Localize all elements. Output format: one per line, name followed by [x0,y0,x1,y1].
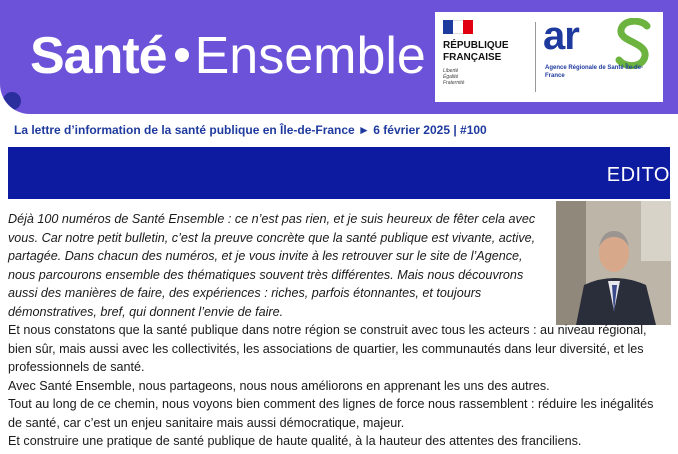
republique-motto: Liberté Égalité Fraternité [443,68,465,86]
logo-separator [535,22,536,92]
article-paragraph: Et nous constatons que la santé publique dans notre région se construit avec tous les acteurs : au niveau régional, bien sûr, mais aussi avec les collectivités, les associations de quartier, les communautés dans leur diversité, et les professionnels de santé. [8,323,647,374]
republique-francaise-logo [443,20,533,86]
article-paragraph: Avec Santé Ensemble, nous partageons, nous nous améliorons en apprenant les uns des autres. [8,378,550,393]
ars-s-icon [613,18,653,70]
ars-wordmark: ar [543,14,579,58]
edito-article [8,210,670,451]
brand-name-part2: Ensemble [194,27,426,85]
brand-name-part1: Santé [30,27,167,85]
newsletter-subtitle: La lettre d’information de la santé publique en Île-de-France ► 6 février 2025 | #100 [14,123,487,137]
brand-logo [30,26,426,86]
decorative-dot [3,92,21,110]
republique-name: RÉPUBLIQUE FRANÇAISE [443,40,509,63]
ars-logo [541,14,661,100]
article-paragraph: Et construire une pratique de santé publique de haute qualité, à la hauteur des attentes des franciliens. [8,434,582,448]
article-paragraph: Tout au long de ce chemin, nous voyons bien comment des lignes de force nous rassemblent : réduire les inégalités de santé, car c’est un enjeu sanitaire mais aussi démocratique, majeur. [8,397,654,430]
edito-heading: EDITO [606,164,670,186]
french-flag-icon [443,20,473,34]
edito-banner [8,147,670,199]
newsletter-header [0,0,678,114]
article-paragraph: Déjà 100 numéros de Santé Ensemble : ce n’est pas rien, et je suis heureux de fêter cela avec vous. Car notre petit bulletin, c’est la preuve concrète que la santé publique est vivante, active, partagée. Dans chacun des numéros, et je vous invite à les retrouver sur le site de l’Agence, nous parcourons ensemble des thématiques souvent très différentes. Mais nous découvrons aussi des manières de faire, des expériences : riches, parfois étonnantes, et toujours démonstratives, bref, qui donnent l’envie de faire. [8,212,536,319]
ars-subtitle: Agence Régionale de Santé Île-de-France [545,65,644,79]
partner-logos [435,12,663,102]
brand-dot [175,48,189,62]
